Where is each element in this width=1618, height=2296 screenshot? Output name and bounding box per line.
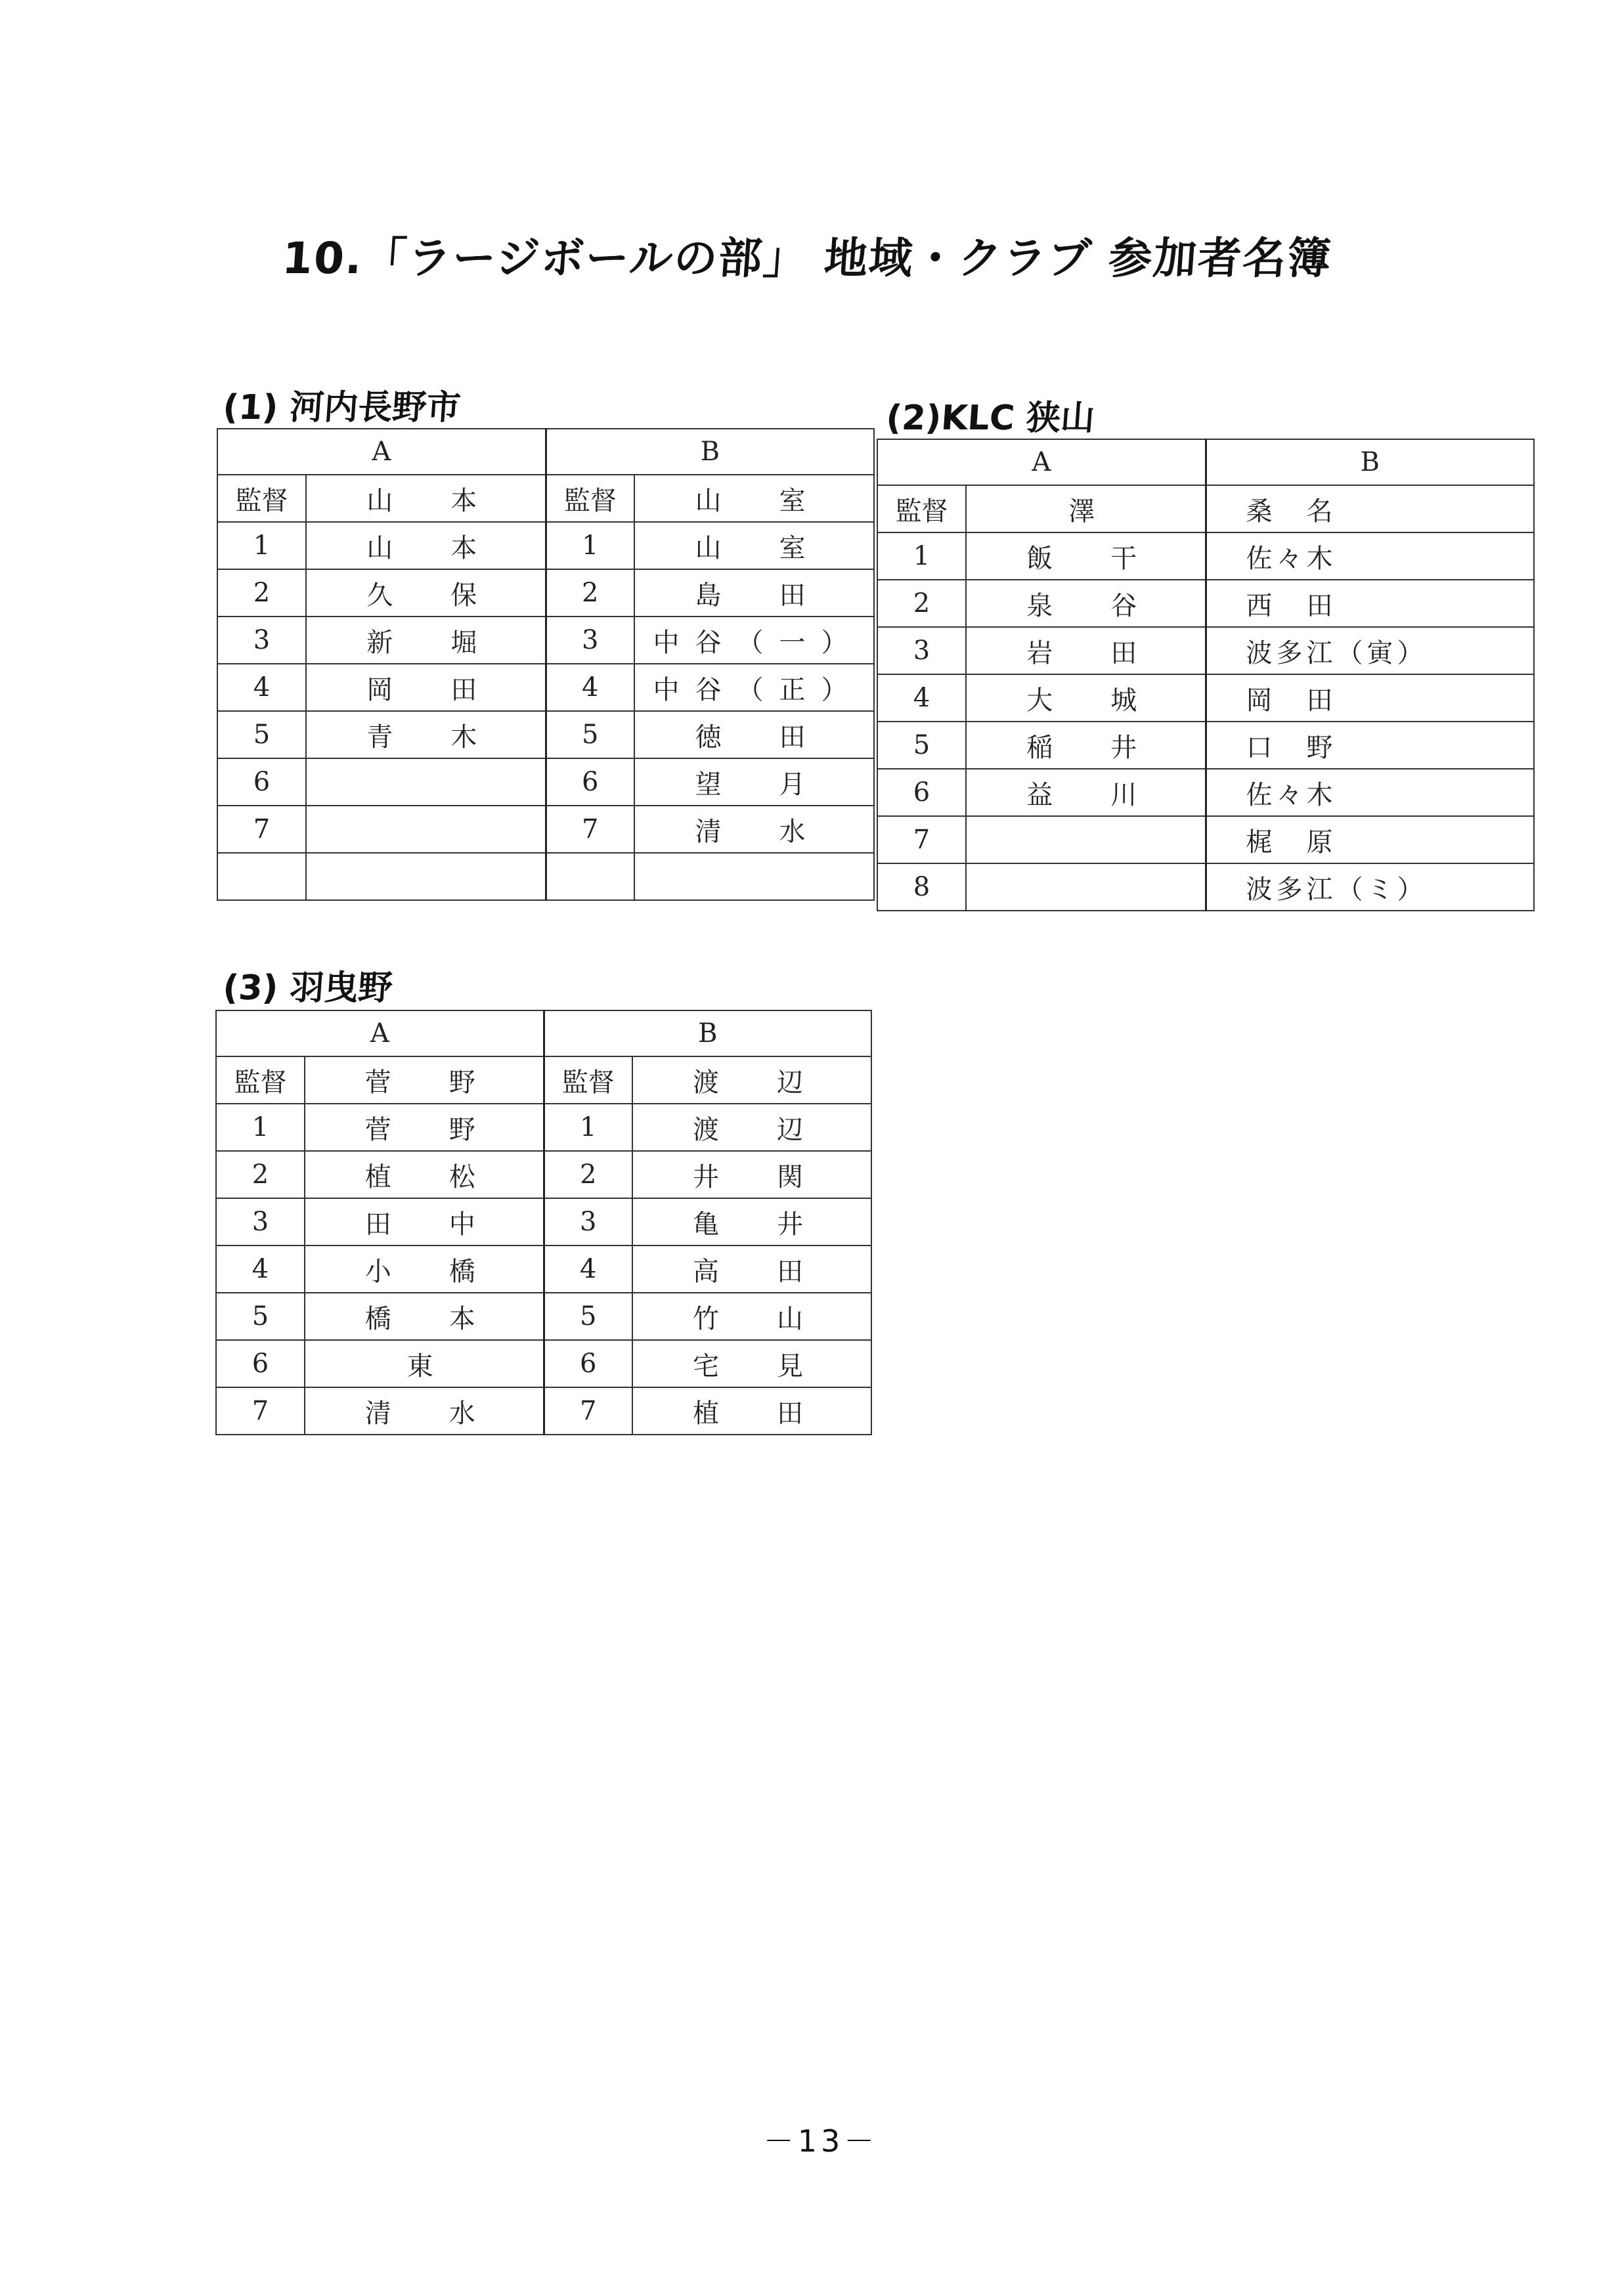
player-name: 東 (305, 1340, 544, 1387)
player-name: 新 堀 (306, 617, 546, 664)
manager-name: 桑 名 (1206, 485, 1534, 532)
player-name: 青 木 (306, 711, 546, 758)
player-name: 岡 田 (1206, 674, 1534, 722)
player-number: 6 (546, 758, 634, 806)
team-b-label: B (1206, 439, 1534, 485)
roster-table-habikino (215, 1010, 872, 1435)
page-number: －13－ (763, 2123, 879, 2159)
player-name: 泉 谷 (966, 580, 1206, 627)
manager-row (877, 485, 1534, 532)
player-name: 徳 田 (634, 711, 874, 758)
team-label-row (877, 439, 1534, 485)
player-name (306, 758, 546, 806)
player-name: 飯 干 (966, 532, 1206, 580)
player-name: 小 橋 (305, 1245, 544, 1293)
roster-table-klc-sayama (877, 439, 1535, 911)
table-row (217, 711, 874, 758)
table-row (877, 816, 1534, 863)
table-row (877, 722, 1534, 769)
roster-body (877, 439, 1534, 911)
player-number: 2 (877, 580, 966, 627)
table-row (877, 769, 1534, 816)
table-row (877, 580, 1534, 627)
table-row (877, 863, 1534, 911)
player-number: 7 (544, 1387, 632, 1435)
section-heading-klc-sayama: (2)KLC 狭山 (885, 399, 1097, 438)
player-number (546, 853, 634, 900)
player-name: 田 中 (305, 1198, 544, 1245)
player-number: 4 (217, 664, 306, 711)
manager-label: 監督 (877, 485, 966, 532)
table-row (216, 1293, 871, 1340)
team-a-label: A (217, 429, 546, 475)
player-name: 菅 野 (305, 1104, 544, 1151)
player-number: 4 (877, 674, 966, 722)
player-name: 井 関 (632, 1151, 871, 1198)
player-number: 7 (877, 816, 966, 863)
roster-table-kawachinagano (217, 428, 875, 901)
table-row (877, 532, 1534, 580)
player-number: 3 (877, 627, 966, 674)
player-number: 2 (217, 569, 306, 617)
player-number: 4 (546, 664, 634, 711)
player-name (966, 816, 1206, 863)
player-name: 高 田 (632, 1245, 871, 1293)
table-row (216, 1104, 871, 1151)
player-name: 植 松 (305, 1151, 544, 1198)
team-b-label: B (544, 1010, 871, 1056)
player-name: 橋 本 (305, 1293, 544, 1340)
table-row (216, 1198, 871, 1245)
player-name: 中谷（正） (634, 664, 874, 711)
table-row (217, 664, 874, 711)
manager-label: 監督 (544, 1056, 632, 1104)
table-row (217, 522, 874, 569)
player-name (306, 806, 546, 853)
player-number: 2 (216, 1151, 305, 1198)
player-name: 佐々木 (1206, 769, 1534, 816)
player-name: 久 保 (306, 569, 546, 617)
player-number: 8 (877, 863, 966, 911)
manager-name: 山 室 (634, 475, 874, 522)
player-number: 3 (544, 1198, 632, 1245)
team-label-row (216, 1010, 871, 1056)
team-a-label: A (877, 439, 1206, 485)
player-number: 3 (216, 1198, 305, 1245)
player-name: 山 本 (306, 522, 546, 569)
team-label-row (217, 429, 874, 475)
table-row (216, 1245, 871, 1293)
table-row (877, 674, 1534, 722)
player-number: 6 (217, 758, 306, 806)
manager-name: 澤 (966, 485, 1206, 532)
player-name: 稲 井 (966, 722, 1206, 769)
player-number: 6 (877, 769, 966, 816)
player-number: 4 (544, 1245, 632, 1293)
player-name (306, 853, 546, 900)
player-number: 7 (217, 806, 306, 853)
player-name: 大 城 (966, 674, 1206, 722)
player-name: 岩 田 (966, 627, 1206, 674)
table-row (217, 806, 874, 853)
player-name (966, 863, 1206, 911)
player-name: 植 田 (632, 1387, 871, 1435)
manager-row (216, 1056, 871, 1104)
player-number: 4 (216, 1245, 305, 1293)
team-b-label: B (546, 429, 874, 475)
table-row (216, 1387, 871, 1435)
section-heading-kawachinagano: (1) 河内長野市 (221, 388, 462, 427)
player-name: 益 川 (966, 769, 1206, 816)
player-number: 3 (546, 617, 634, 664)
table-row (877, 627, 1534, 674)
table-row (217, 569, 874, 617)
player-name: 口 野 (1206, 722, 1534, 769)
player-name: 望 月 (634, 758, 874, 806)
table-row (216, 1340, 871, 1387)
player-name: 清 水 (634, 806, 874, 853)
player-number: 1 (217, 522, 306, 569)
player-number: 5 (877, 722, 966, 769)
table-row (216, 1151, 871, 1198)
player-number: 1 (877, 532, 966, 580)
player-name: 清 水 (305, 1387, 544, 1435)
player-number: 1 (546, 522, 634, 569)
section-heading-habikino: (3) 羽曳野 (221, 968, 394, 1008)
player-number: 5 (546, 711, 634, 758)
player-name: 佐々木 (1206, 532, 1534, 580)
player-number: 7 (546, 806, 634, 853)
table-row (217, 853, 874, 900)
player-number: 5 (544, 1293, 632, 1340)
roster-body (217, 429, 874, 900)
player-name (634, 853, 874, 900)
player-number: 6 (216, 1340, 305, 1387)
player-number: 6 (544, 1340, 632, 1387)
team-a-label: A (216, 1010, 544, 1056)
player-name: 岡 田 (306, 664, 546, 711)
player-name: 竹 山 (632, 1293, 871, 1340)
player-number: 2 (544, 1151, 632, 1198)
player-number: 7 (216, 1387, 305, 1435)
player-number: 2 (546, 569, 634, 617)
player-number: 3 (217, 617, 306, 664)
page-title: 10.「ラージボールの部」 地域・クラブ 参加者名簿 (280, 233, 1334, 284)
manager-label: 監督 (217, 475, 306, 522)
manager-label: 監督 (546, 475, 634, 522)
player-name: 波多江（寅） (1206, 627, 1534, 674)
player-number: 5 (216, 1293, 305, 1340)
table-row (217, 758, 874, 806)
player-name: 宅 見 (632, 1340, 871, 1387)
player-name: 山 室 (634, 522, 874, 569)
player-number: 5 (217, 711, 306, 758)
manager-name: 山 本 (306, 475, 546, 522)
player-name: 渡 辺 (632, 1104, 871, 1151)
manager-row (217, 475, 874, 522)
player-name: 波多江（ミ） (1206, 863, 1534, 911)
player-number: 1 (544, 1104, 632, 1151)
manager-name: 菅 野 (305, 1056, 544, 1104)
player-name: 梶 原 (1206, 816, 1534, 863)
player-number (217, 853, 306, 900)
roster-body (216, 1010, 871, 1435)
table-row (217, 617, 874, 664)
player-name: 中谷（一） (634, 617, 874, 664)
player-name: 亀 井 (632, 1198, 871, 1245)
player-name: 島 田 (634, 569, 874, 617)
manager-label: 監督 (216, 1056, 305, 1104)
player-name: 西 田 (1206, 580, 1534, 627)
player-number: 1 (216, 1104, 305, 1151)
manager-name: 渡 辺 (632, 1056, 871, 1104)
